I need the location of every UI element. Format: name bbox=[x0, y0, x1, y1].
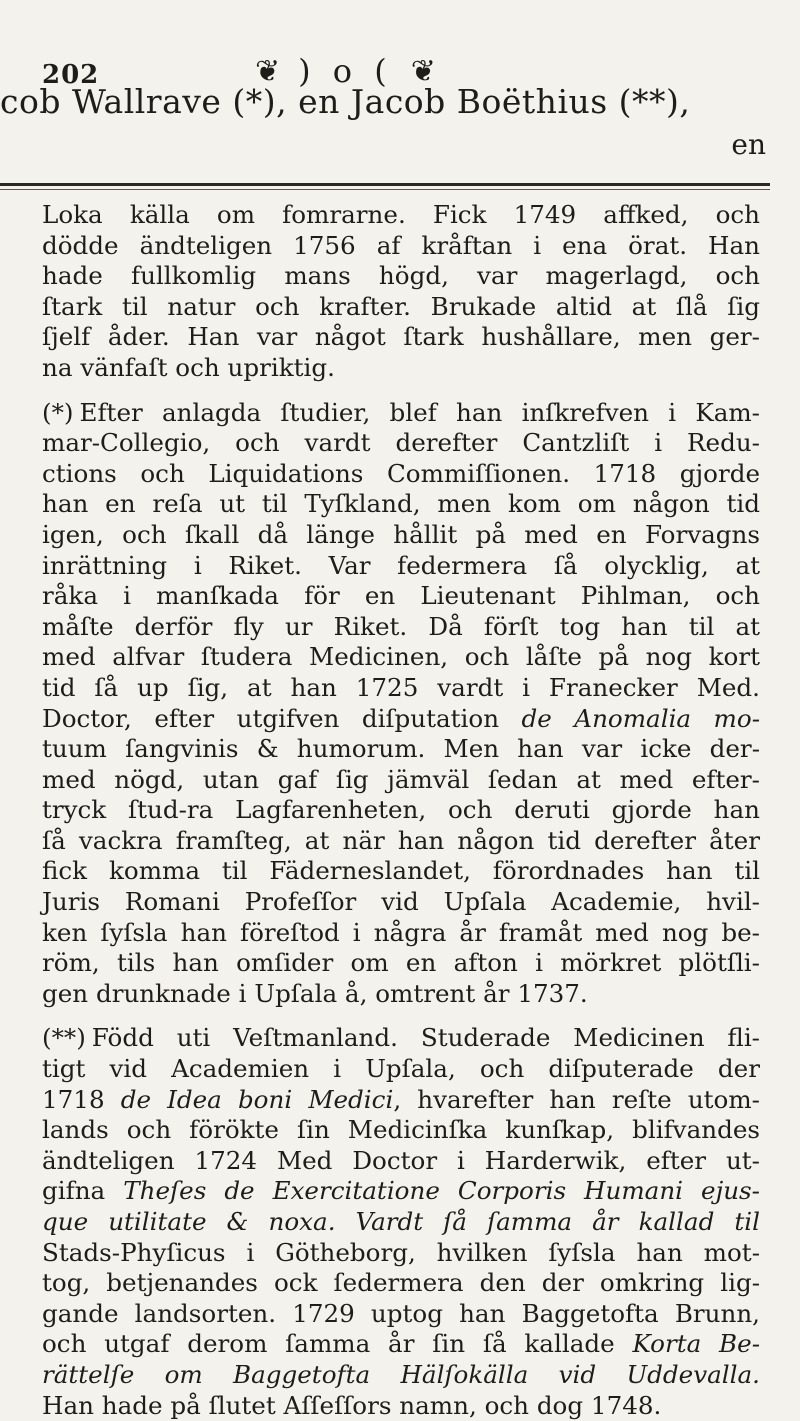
text-line: Han hade på ſlutet Aſſeſſors namn, och dog 1748. bbox=[42, 1390, 662, 1420]
text-line: mar-Collegio, och vardt derefter Cantzliſt i Redu- bbox=[42, 428, 760, 458]
thesis-title: Theſes de Exercitatione Corporis Humani ejus- bbox=[123, 1176, 760, 1206]
text-line: Doctor, efter utgifven diſputation de Anomalia mo- bbox=[42, 703, 760, 733]
text-line: ſå vackra framſteg, at när han någon tid derefter åter bbox=[42, 825, 760, 855]
dissertation-title: de Anomalia mo- bbox=[521, 703, 760, 733]
text-line: tuum ſangvinis & humorum. Men han var icke der- bbox=[42, 734, 760, 764]
footnote-mark: (*) bbox=[42, 397, 74, 427]
text-line: med alfvar ſtudera Medicinen, och låſte på nog kort bbox=[42, 642, 760, 672]
text-line: hade fullkomlig mans högd, var magerlagd, och bbox=[42, 261, 760, 291]
header-rule-thin bbox=[0, 189, 770, 190]
text-line: ändteligen 1724 Med Doctor i Harderwik, efter ut- bbox=[42, 1145, 760, 1175]
text-line: 1718 de Idea boni Medici, hvarefter han reſte utom- bbox=[42, 1084, 760, 1114]
text-line: Juris Romani Profeſſor vid Upſala Academie, hvil- bbox=[42, 887, 760, 917]
text-line: röm, tils han omſider om en afton i mörkret plötſli- bbox=[42, 948, 760, 978]
text-line: och utgaf derom ſamma år ſin ſå kallade Korta Be- bbox=[42, 1329, 760, 1359]
text-line: gifna Theſes de Exercitatione Corporis Humani ejus- bbox=[42, 1176, 760, 1206]
text-line: ſjelf åder. Han var något ſtark hushållare, men ger- bbox=[42, 322, 760, 352]
book-title: Korta Be- bbox=[632, 1329, 760, 1359]
text-line: måſte derför fly ur Riket. Då förſt tog han til at bbox=[42, 611, 760, 641]
text-line: ken ſyſsla han föreſtod i några år framåt med nog be- bbox=[42, 917, 760, 947]
fleuron-right-icon: ❦ bbox=[410, 53, 436, 89]
text-line: med nögd, utan gaf ſig jämväl ſedan at med efter- bbox=[42, 764, 760, 794]
text-line: inrättning i Riket. Var federmera ſå olycklig, at bbox=[42, 550, 760, 580]
ornament-center: ) o ( bbox=[298, 52, 393, 90]
text-line: tryck ſtud-ra Lagfarenheten, och deruti gjorde han bbox=[42, 795, 760, 825]
text-line: lands och förökte ſin Medicinſka kunſkap, blifvandes bbox=[42, 1115, 760, 1145]
text-line: tid ſå up ſig, at han 1725 vardt i Franecker Med. bbox=[42, 672, 760, 702]
header-rule-thick bbox=[0, 183, 770, 186]
footnote-2 bbox=[42, 1023, 760, 1421]
text-line: ctions och Liquidations Commiſſionen. 1718 gjorde bbox=[42, 458, 760, 488]
main-paragraph bbox=[42, 200, 760, 384]
text-line: (**) Född uti Veſtmanland. Studerade Medicinen fli- bbox=[42, 1023, 760, 1053]
text-line: fick komma til Fäderneslandet, förordnades han til bbox=[42, 856, 760, 886]
footnote-1 bbox=[42, 398, 760, 1010]
text-line: tog, betjenandes ock ſedermera den der omkring lig- bbox=[42, 1268, 760, 1298]
text-line: gen drunknade i Upſala å, omtrent år 1737. bbox=[42, 978, 588, 1008]
text-line: råka i manſkada för en Lieutenant Pihlman, och bbox=[42, 581, 760, 611]
text-line: rättelſe om Baggetofta Hälſokälla vid Uddevalla. bbox=[42, 1359, 760, 1389]
fleuron-left-icon: ❦ bbox=[255, 53, 281, 89]
text-line: que utilitate & noxa. Vardt ſå ſamma år kallad til bbox=[42, 1207, 760, 1236]
footnote-mark: (**) bbox=[42, 1023, 86, 1053]
text-line: dödde ändteligen 1756 af kråftan i ena örat. Han bbox=[42, 230, 760, 260]
text-line: na vänfaſt och upriktig. bbox=[42, 352, 335, 382]
continued-title-line: cob Wallrave (*), en Jacob Boëthius (**), bbox=[0, 82, 691, 121]
text-line: Stads-Phyſicus i Götheborg, hvilken ſyſsla han mot- bbox=[42, 1237, 760, 1267]
text-line: gande landsorten. 1729 uptog han Baggetofta Brunn, bbox=[42, 1298, 760, 1328]
running-header bbox=[40, 30, 770, 90]
body-text bbox=[42, 200, 760, 1421]
dissertation-title: de Idea boni Medici bbox=[120, 1084, 394, 1114]
text-line: ſtark til natur och krafter. Brukade altid at ſlå ſig bbox=[42, 291, 760, 321]
text-line: tigt vid Academien i Upſala, och diſputerade der bbox=[42, 1054, 760, 1084]
page-number: 202 bbox=[42, 60, 100, 90]
text-line: (*) Efter anlagda ſtudier, blef han inſkrefven i Kam- bbox=[42, 397, 760, 427]
text-line: han en reſa ut til Tyſkland, men kom om någon tid bbox=[42, 489, 760, 519]
catchword: en bbox=[731, 128, 766, 161]
text-line: Loka källa om fomrarne. Fick 1749 affked, och bbox=[42, 200, 760, 229]
text-line: igen, och ſkall då länge hållit på med en Forvagns bbox=[42, 519, 760, 549]
